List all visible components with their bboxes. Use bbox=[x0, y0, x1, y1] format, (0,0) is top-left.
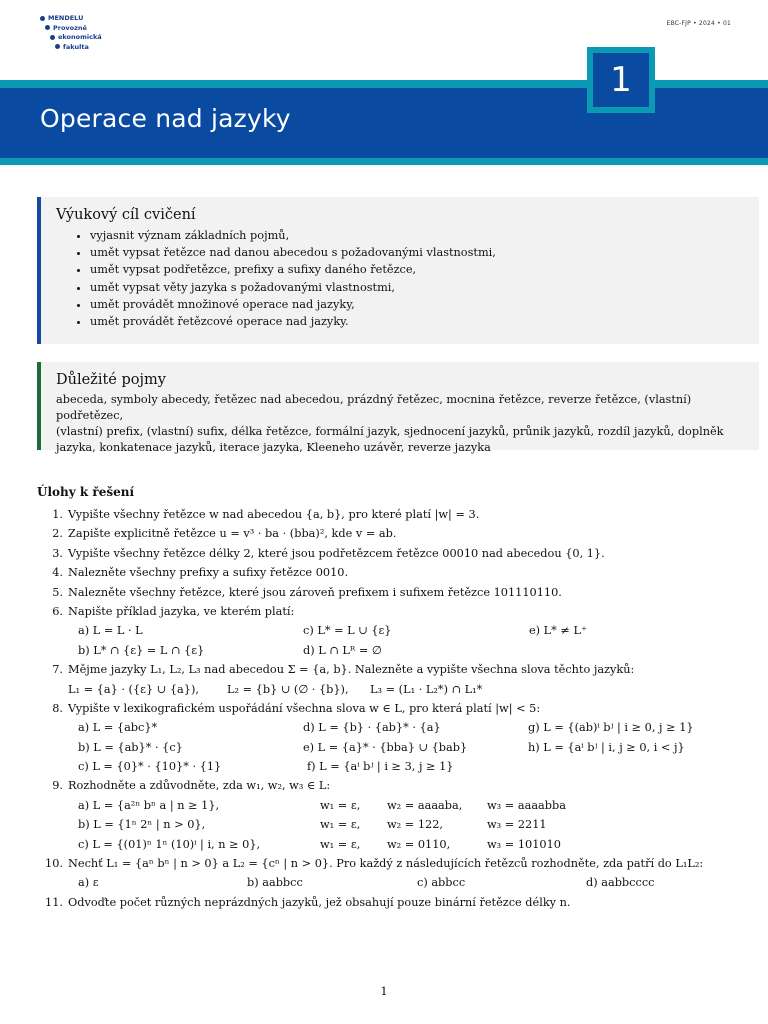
task-11 bbox=[37, 893, 737, 912]
task-number: 11. bbox=[45, 895, 63, 909]
task-7-languages bbox=[37, 680, 737, 699]
document-meta: EBC-FJP • 2024 • 01 bbox=[666, 20, 731, 27]
task-text: Mějme jazyky L₁, L₂, L₃ nad abecedou Σ = {a, b}. Nalezněte a vypište všechna slova těchto jazyků: bbox=[68, 663, 635, 677]
task-10c: c) abbcc bbox=[417, 876, 466, 890]
logo-dot-icon bbox=[55, 44, 60, 49]
concepts-line: abeceda, symboly abecedy, řetězec nad abecedou, prázdný řetězec, mocnina řetězce, reverze řetězce, (vlastní) podřetězec, bbox=[56, 393, 692, 422]
goals-box bbox=[37, 197, 759, 344]
concepts-box bbox=[37, 362, 759, 454]
task-6b: b) L* ∩ {ε} = L ∩ {ε} bbox=[78, 643, 205, 657]
language-l2: L₂ = {b} ∪ (∅ · {b}), bbox=[227, 682, 349, 696]
task-6d: d) L ∩ Lᴿ = ∅ bbox=[303, 643, 382, 657]
logo-row bbox=[40, 14, 92, 24]
task-number: 9. bbox=[52, 779, 63, 793]
tasks-heading: Úlohy k řešení bbox=[37, 485, 135, 499]
task-8-row-2 bbox=[37, 738, 737, 757]
task-9 bbox=[37, 776, 737, 795]
task-9b-w3: w₃ = 2211 bbox=[487, 818, 547, 832]
goals-list bbox=[56, 227, 745, 330]
logo-row bbox=[50, 33, 102, 43]
logo-dot-icon bbox=[50, 35, 55, 40]
task-6-row-2 bbox=[37, 641, 737, 660]
goal-item: • umět provádět množinové operace nad jazyky, bbox=[90, 296, 745, 313]
goal-item: • umět provádět řetězcové operace nad jazyky. bbox=[90, 313, 745, 330]
concepts-line: jazyka, konkatenace jazyků, iterace jazyka, Kleeneho uzávěr, reverze jazyka bbox=[56, 441, 491, 454]
task-8f: f) L = {aⁱ bʲ | i ≥ 3, j ≥ 1} bbox=[307, 760, 454, 774]
goal-item: • umět vypsat řetězce nad danou abecedou s požadovanými vlastnostmi, bbox=[90, 244, 745, 261]
task-8g: g) L = {(ab)ⁱ bʲ | i ≥ 0, j ≥ 1} bbox=[528, 721, 694, 735]
task-9c-w1: w₁ = ε, bbox=[320, 837, 361, 851]
concepts-line: (vlastní) prefix, (vlastní) sufix, délka řetězce, formální jazyk, sjednocení jazyků, průnik jazyků, rozdíl jazyků, doplněk bbox=[56, 425, 724, 438]
task-text: Vypište v lexikografickém uspořádání všechna slova w ∈ L, pro která platí |w| < 5: bbox=[68, 701, 541, 715]
task-9a-w1: w₁ = ε, bbox=[320, 798, 361, 812]
task-1 bbox=[37, 505, 737, 524]
task-9-row-a bbox=[37, 796, 737, 815]
task-8e: e) L = {a}* · {bba} ∪ {bab} bbox=[303, 740, 468, 754]
task-9b-w2: w₂ = 122, bbox=[387, 818, 443, 832]
task-5 bbox=[37, 583, 737, 602]
task-number: 2. bbox=[52, 527, 63, 541]
task-number: 1. bbox=[52, 508, 63, 521]
task-10 bbox=[37, 854, 737, 873]
task-8a: a) L = {abc}* bbox=[78, 721, 158, 735]
task-8 bbox=[37, 699, 737, 718]
task-6e: e) L* ≠ L⁺ bbox=[529, 624, 587, 638]
task-text: Zapište explicitně řetězce u = v³ · ba · (bba)², kde v = ab. bbox=[68, 527, 397, 541]
task-9b-w1: w₁ = ε, bbox=[320, 818, 361, 832]
task-9c-w3: w₃ = 101010 bbox=[487, 837, 561, 851]
task-4 bbox=[37, 563, 737, 582]
logo-row bbox=[45, 24, 97, 34]
goal-item: • umět vypsat podřetězce, prefixy a sufixy daného řetězce, bbox=[90, 261, 745, 278]
logo-text: fakulta bbox=[63, 42, 89, 51]
task-8h: h) L = {aⁱ bʲ | i, j ≥ 0, i < j} bbox=[528, 740, 685, 754]
tasks-list bbox=[37, 505, 737, 912]
task-2 bbox=[37, 524, 737, 543]
task-number: 7. bbox=[52, 663, 63, 677]
task-number: 5. bbox=[52, 585, 63, 599]
task-9-row-c bbox=[37, 835, 737, 854]
goal-item: • vyjasnit význam základních pojmů, bbox=[90, 227, 745, 244]
task-6c: c) L* = L ∪ {ε} bbox=[303, 624, 392, 638]
language-l1: L₁ = {a} · ({ε} ∪ {a}), bbox=[68, 682, 199, 696]
task-8-row-3 bbox=[37, 757, 737, 776]
task-9a-language: a) L = {a²ⁿ bⁿ a | n ≥ 1}, bbox=[78, 798, 220, 812]
task-text: Nalezněte všechny řetězce, které jsou zároveň prefixem i sufixem řetězce 101110110. bbox=[68, 585, 562, 599]
task-7 bbox=[37, 660, 737, 679]
task-number: 6. bbox=[52, 604, 63, 618]
task-number: 10. bbox=[45, 857, 63, 871]
title-band-bottom bbox=[0, 158, 768, 165]
task-text: Odvoďte počet různých neprázdných jazyků, jež obsahují pouze binární řetězce délky n. bbox=[68, 895, 571, 909]
task-9-row-b bbox=[37, 815, 737, 834]
task-text: Rozhodněte a zdůvodněte, zda w₁, w₂, w₃ ∈ L: bbox=[68, 779, 331, 793]
task-number: 8. bbox=[52, 701, 63, 715]
logo-text: MENDELU bbox=[48, 14, 84, 22]
language-l3: L₃ = (L₁ · L₂*) ∩ L₁* bbox=[370, 682, 483, 696]
task-9b-language: b) L = {1ⁿ 2ⁿ | n > 0}, bbox=[78, 818, 206, 832]
task-10b: b) aabbcc bbox=[247, 876, 303, 890]
task-8c: c) L = {0}* · {10}* · {1} bbox=[78, 760, 222, 774]
task-text: Nechť L₁ = {aⁿ bⁿ | n > 0} a L₂ = {cⁿ | n > 0}. Pro každý z následujících řetězců rozhodněte, zda patří do L₁L₂: bbox=[68, 857, 704, 871]
task-number: 4. bbox=[52, 566, 63, 580]
task-text: Vypište všechny řetězce délky 2, které jsou podřetězcem řetězce 00010 nad abecedou {0, 1}. bbox=[68, 546, 605, 560]
concepts-heading: Důležité pojmy bbox=[56, 372, 166, 388]
task-text: Napište příklad jazyka, ve kterém platí: bbox=[68, 604, 295, 618]
task-9c-language: c) L = {(01)ⁿ 1ⁿ (10)ⁱ | i, n ≥ 0}, bbox=[78, 837, 261, 851]
task-8-row-1 bbox=[37, 718, 737, 737]
task-6-row-1 bbox=[37, 621, 737, 640]
task-9c-w2: w₂ = 0110, bbox=[387, 837, 451, 851]
exercise-number: 1 bbox=[593, 53, 649, 107]
task-8d: d) L = {b} · {ab}* · {a} bbox=[303, 721, 441, 735]
task-9a-w3: w₃ = aaaabba bbox=[487, 798, 566, 812]
goals-heading: Výukový cíl cvičení bbox=[56, 207, 196, 223]
task-3 bbox=[37, 544, 737, 563]
task-6 bbox=[37, 602, 737, 621]
task-8b: b) L = {ab}* · {c} bbox=[78, 740, 183, 754]
task-10a: a) ε bbox=[78, 876, 99, 890]
goal-item: • umět vypsat věty jazyka s požadovanými vlastnostmi, bbox=[90, 279, 745, 296]
logo-row bbox=[55, 43, 107, 53]
logo-dot-icon bbox=[45, 25, 50, 30]
task-text: Nalezněte všechny prefixy a sufixy řetězce 0010. bbox=[68, 566, 349, 580]
task-9a-w2: w₂ = aaaaba, bbox=[387, 798, 463, 812]
task-6a: a) L = L · L bbox=[78, 624, 143, 638]
logo-text: ekonomická bbox=[58, 33, 102, 41]
task-10-options bbox=[37, 873, 737, 892]
task-text: Vypište všechny řetězce w nad abecedou {a, b}, pro které platí |w| = 3. bbox=[68, 508, 480, 521]
mendelu-logo bbox=[40, 14, 102, 52]
logo-dot-icon bbox=[40, 16, 45, 21]
task-number: 3. bbox=[52, 546, 63, 560]
task-10d: d) aabbcccc bbox=[586, 876, 655, 890]
logo-text: Provozně bbox=[53, 23, 87, 32]
page-number: 1 bbox=[380, 984, 388, 998]
exercise-number-badge bbox=[587, 47, 655, 113]
page-title: Operace nad jazyky bbox=[40, 104, 291, 133]
